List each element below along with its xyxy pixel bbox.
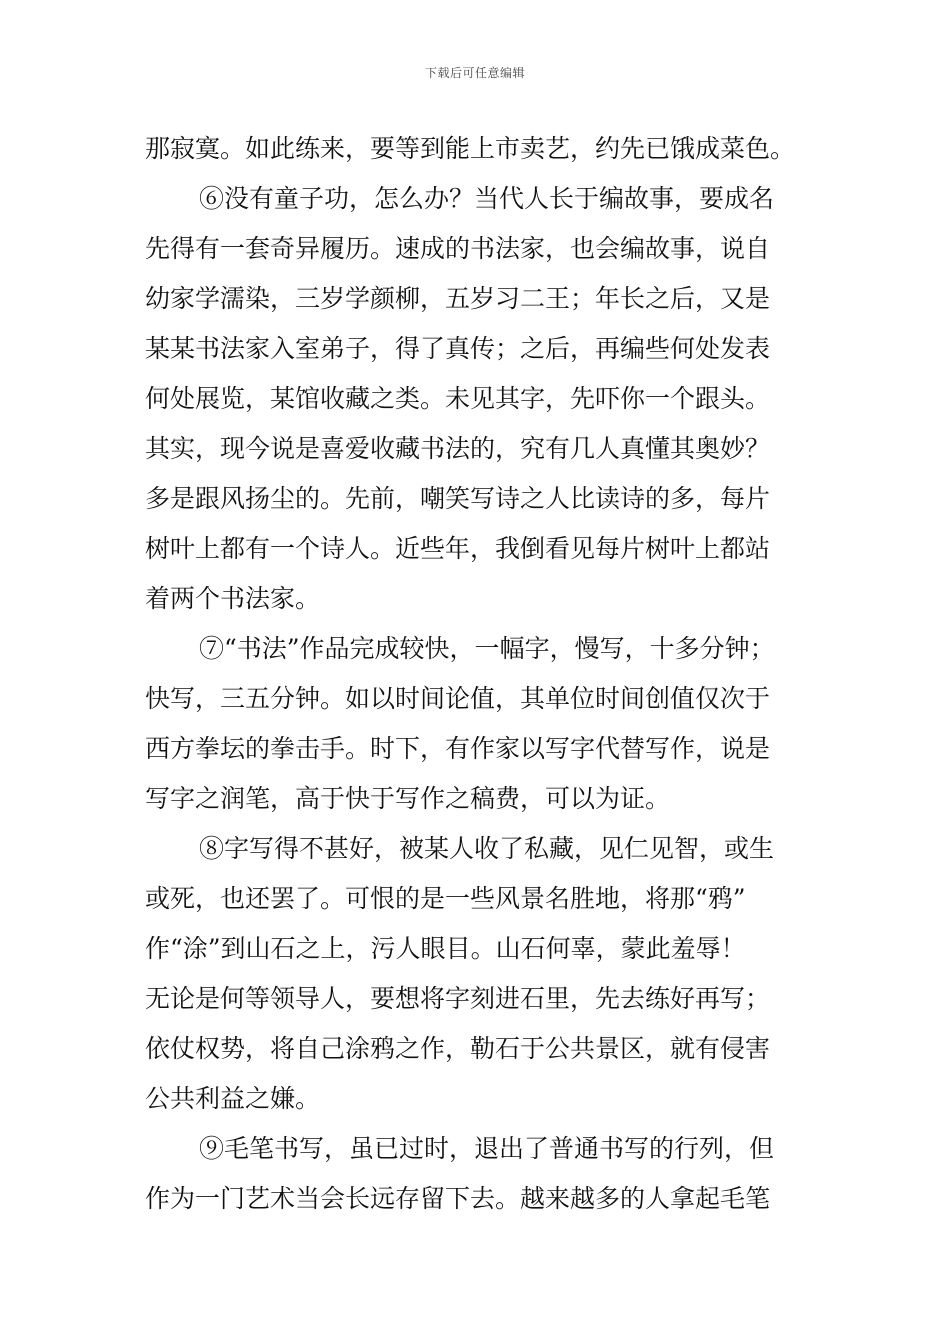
- text-line: 先得有一套奇异履历。速成的书法家，也会编故事，说自: [145, 234, 771, 263]
- paragraph-first-line: ⑦“书法”作品完成较快，一幅字，慢写，十多分钟；: [199, 634, 775, 663]
- text-line: 或死，也还罢了。可恨的是一些风景名胜地，将那“鸦”: [145, 884, 746, 913]
- text-line: 树叶上都有一个诗人。近些年，我倒看见每片树叶上都站: [145, 534, 771, 563]
- text-line: 公共利益之嫌。: [145, 1084, 321, 1113]
- text-line: 着两个书法家。: [145, 584, 321, 613]
- text-line: 何处展览，某馆收藏之类。未见其字，先吓你一个跟头。: [145, 384, 771, 413]
- text-line: 幼家学濡染，三岁学颜柳，五岁习二王；年长之后，又是: [145, 284, 771, 313]
- text-line: 那寂寞。如此练来，要等到能上市卖艺，约先已饿成菜色。: [145, 134, 796, 163]
- paragraph-first-line: ⑧字写得不甚好，被某人收了私藏，见仁见智，或生: [199, 834, 775, 863]
- text-line: 多是跟风扬尘的。先前，嘲笑写诗之人比读诗的多，每片: [145, 484, 771, 513]
- text-line: 某某书法家入室弟子，得了真传；之后，再编些何处发表: [145, 334, 771, 363]
- text-line: 其实，现今说是喜爱收藏书法的，究有几人真懂其奥妙？: [145, 434, 771, 463]
- text-line: 写字之润笔，高于快于写作之稿费，可以为证。: [145, 784, 671, 813]
- text-line: 作为一门艺术当会长远存留下去。越来越多的人拿起毛笔: [145, 1184, 771, 1213]
- text-line: 作“涂”到山石之上，污人眼目。山石何辜，蒙此羞辱！: [145, 934, 746, 963]
- text-line: 西方拳坛的拳击手。时下，有作家以写字代替写作，说是: [145, 734, 771, 763]
- text-line: 依仗权势，将自己涂鸦之作，勒石于公共景区，就有侵害: [145, 1034, 771, 1063]
- text-line: 快写，三五分钟。如以时间论值，其单位时间创值仅次于: [145, 684, 771, 713]
- body-text: [145, 124, 825, 1224]
- text-line: 无论是何等领导人，要想将字刻进石里，先去练好再写；: [145, 984, 771, 1013]
- paragraph-first-line: ⑥没有童子功，怎么办？当代人长于编故事，要成名: [199, 184, 775, 213]
- page-header: 下载后可任意编辑: [424, 66, 525, 80]
- paragraph-first-line: ⑨毛笔书写，虽已过时，退出了普通书写的行列，但: [199, 1134, 775, 1163]
